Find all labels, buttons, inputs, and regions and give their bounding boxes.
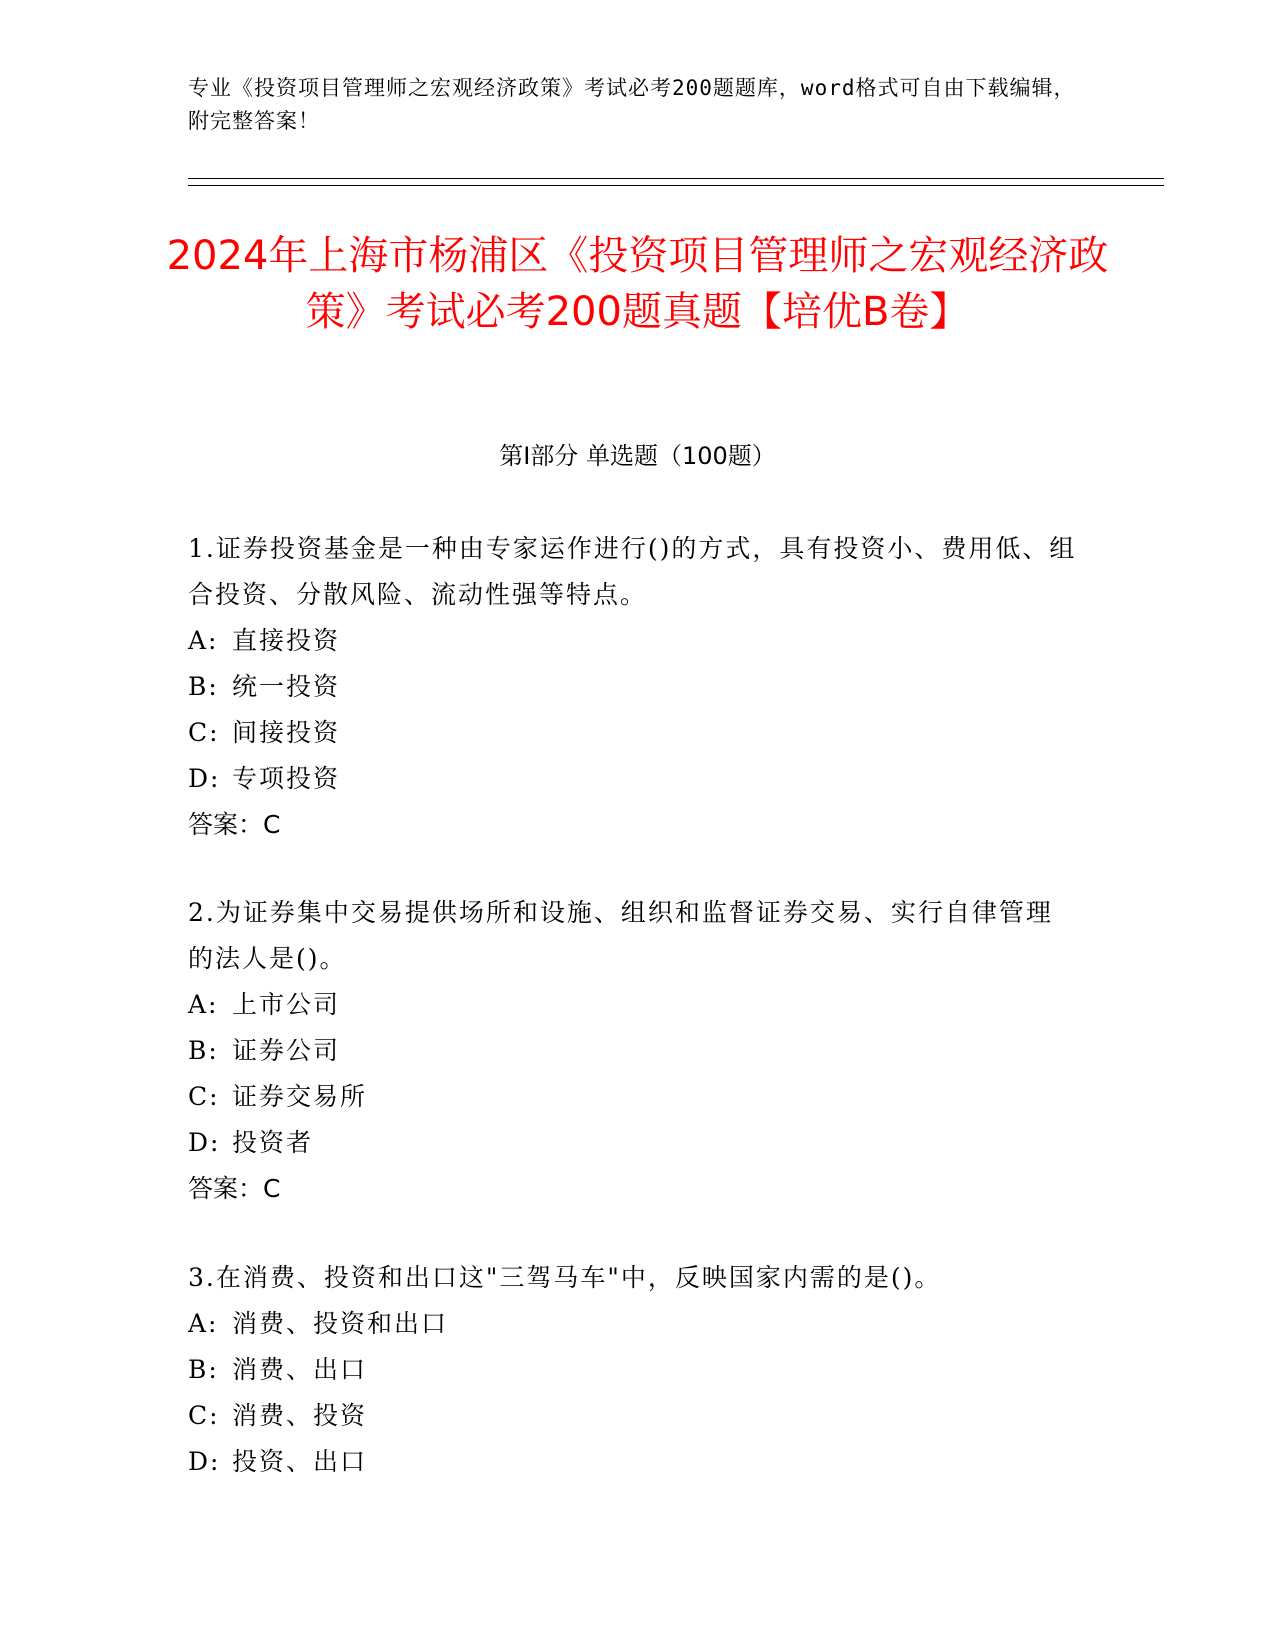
option-letter: D: (188, 1128, 221, 1157)
question-1 (188, 526, 1078, 848)
option-letter: A: (188, 990, 219, 1019)
option-text: 证券交易所 (232, 1082, 368, 1111)
option-text: 投资、出口 (232, 1447, 368, 1476)
question-stem: 3.在消费、投资和出口这"三驾马车"中，反映国家内需的是()。 (188, 1263, 942, 1292)
option-text: 消费、投资 (232, 1401, 368, 1430)
option-letter: A: (188, 1309, 219, 1338)
option-b (188, 664, 1078, 710)
option-c (188, 1074, 1078, 1120)
option-text: 上市公司 (232, 990, 341, 1019)
option-text: 间接投资 (232, 718, 341, 747)
question-3 (188, 1255, 1078, 1485)
document-title: 2024年上海市杨浦区《投资项目管理师之宏观经济政策》考试必考200题真题【培优B卷】 (166, 233, 1109, 335)
option-letter: C: (188, 1401, 220, 1430)
header-divider-bottom (188, 185, 1164, 186)
option-a (188, 618, 1078, 664)
answer-line: 答案：C (188, 1174, 281, 1203)
question-2 (188, 890, 1078, 1212)
option-d (188, 756, 1078, 802)
header-note: 专业《投资项目管理师之宏观经济政策》考试必考200题题库，word格式可自由下载编辑，附完整答案！ (188, 76, 1076, 133)
option-d (188, 1439, 1078, 1485)
option-letter: C: (188, 1082, 220, 1111)
option-letter: D: (188, 764, 221, 793)
option-text: 直接投资 (232, 626, 341, 655)
option-a (188, 1301, 1078, 1347)
option-c (188, 1393, 1078, 1439)
option-text: 统一投资 (232, 672, 341, 701)
option-letter: A: (188, 626, 219, 655)
option-b (188, 1028, 1078, 1074)
option-letter: B: (188, 672, 219, 701)
question-stem: 2.为证券集中交易提供场所和设施、组织和监督证券交易、实行自律管理的法人是()。 (188, 898, 1053, 973)
answer-line: 答案：C (188, 810, 281, 839)
question-stem: 1.证券投资基金是一种由专家运作进行()的方式，具有投资小、费用低、组合投资、分散风险、流动性强等特点。 (188, 534, 1077, 609)
option-a (188, 982, 1078, 1028)
section-title: 第Ⅰ部分 单选题（100题） (499, 442, 776, 470)
option-text: 消费、投资和出口 (232, 1309, 449, 1338)
option-letter: B: (188, 1036, 219, 1065)
option-c (188, 710, 1078, 756)
option-text: 证券公司 (232, 1036, 341, 1065)
option-text: 专项投资 (232, 764, 341, 793)
header-divider-top (188, 178, 1164, 179)
option-text: 投资者 (232, 1128, 314, 1157)
option-letter: D: (188, 1447, 221, 1476)
option-d (188, 1120, 1078, 1166)
option-letter: B: (188, 1355, 219, 1384)
option-text: 消费、出口 (232, 1355, 368, 1384)
option-b (188, 1347, 1078, 1393)
option-letter: C: (188, 718, 220, 747)
